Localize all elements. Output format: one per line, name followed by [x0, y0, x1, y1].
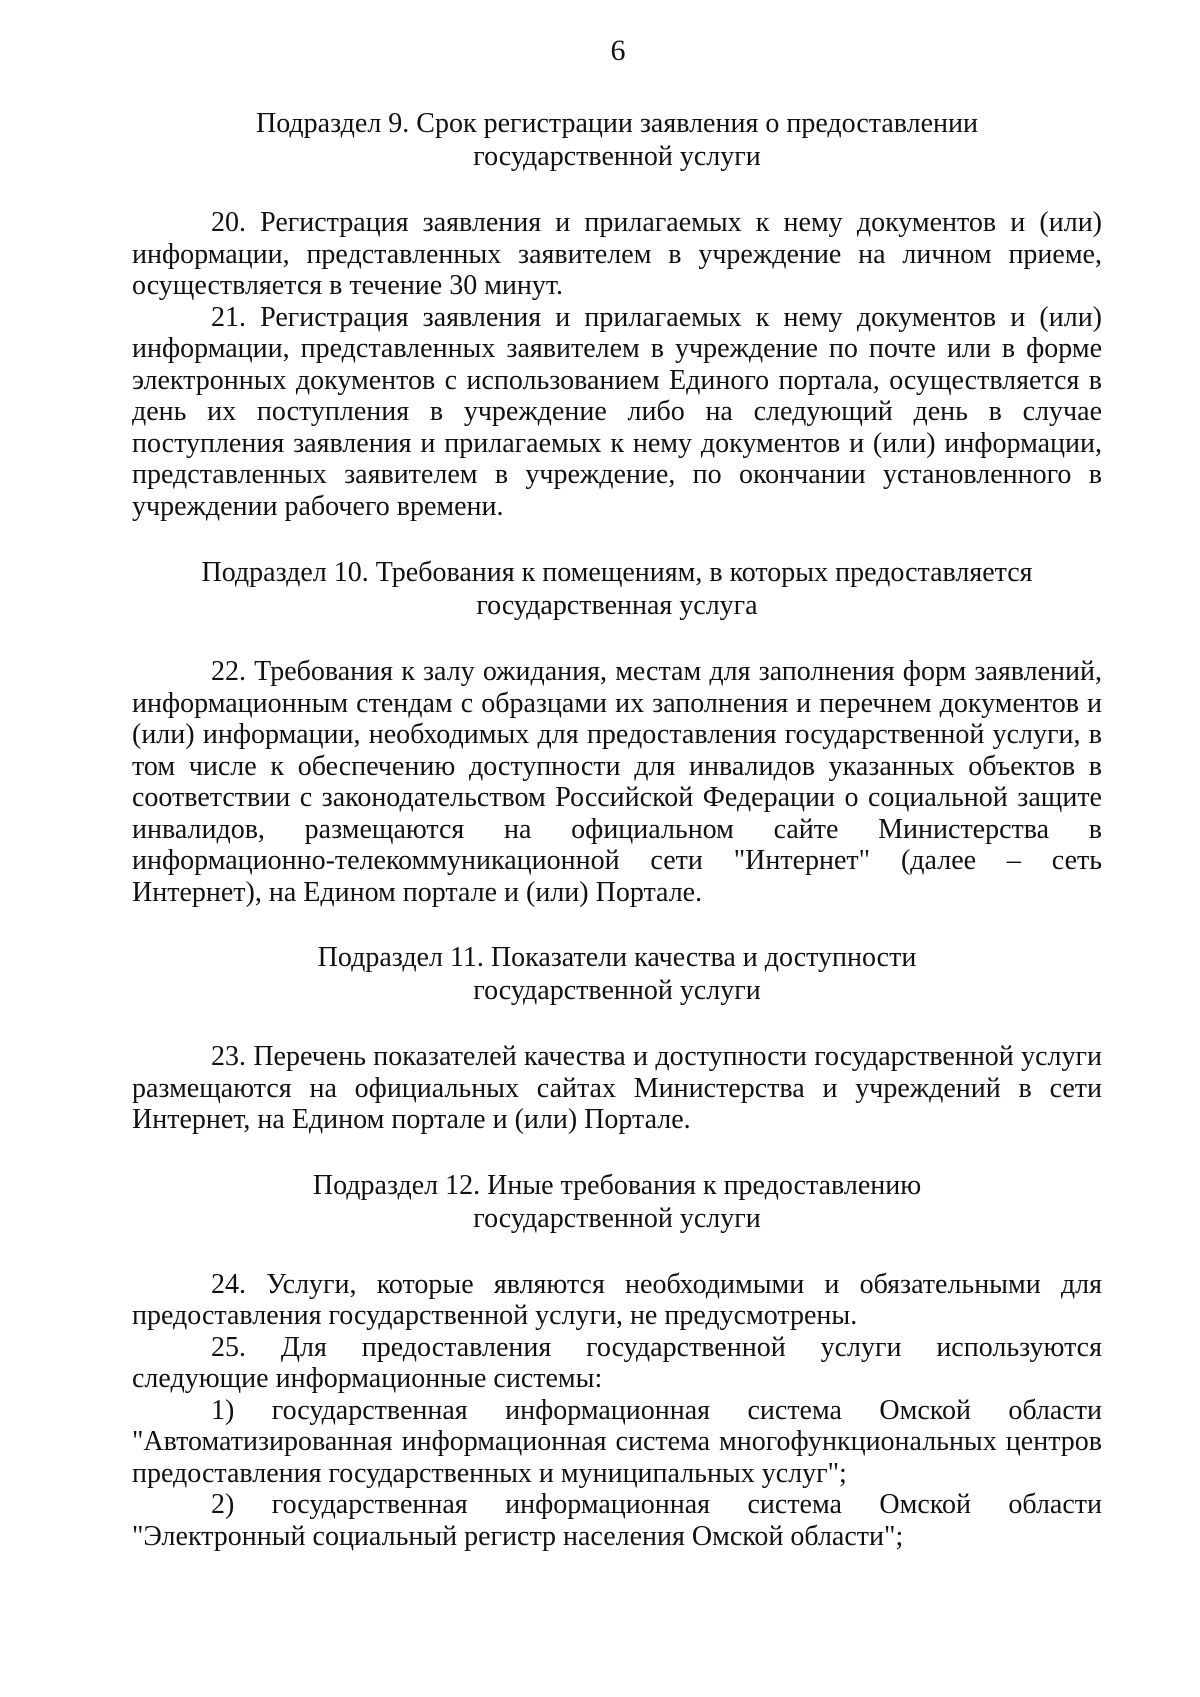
- section-heading-10: [132, 556, 1102, 622]
- paragraph-20: 20. Регистрация заявления и прилагаемых к нему документов и (или) информации, представленных заявителем в учреждение на личном приеме, осуществляется в течение 30 минут.: [132, 207, 1102, 301]
- section-heading-line: Подраздел 12. Иные требования к предоставлению: [312, 1169, 922, 1201]
- section-heading-9: [132, 107, 1102, 173]
- section-heading-line: государственной услуги: [473, 141, 761, 172]
- section-heading-line: государственная услуга: [476, 590, 758, 621]
- page-number: 6: [610, 34, 626, 67]
- document-body: [132, 107, 1102, 1552]
- section-heading-line: Подраздел 10. Требования к помещениям, в которых предоставляется: [201, 557, 1033, 588]
- section-heading-line: Подраздел 9. Срок регистрации заявления о предоставлении: [256, 108, 978, 139]
- section-heading-line: государственной услуги: [473, 975, 761, 1006]
- section-heading-11: [132, 941, 1102, 1007]
- paragraph-24: 24. Услуги, которые являются необходимыми и обязательными для предоставления государственной услуги, не предусмотрены.: [132, 1268, 1102, 1331]
- list-item-2: 2) государственная информационная система Омской области "Электронный социальный регистр населения Омской области";: [132, 1489, 1102, 1552]
- list-item-1: 1) государственная информационная система Омской области "Автоматизированная информационная система многофункциональных центров предоставления государственных и муниципальных услуг";: [132, 1394, 1102, 1489]
- section-heading-line: Подраздел 11. Показатели качества и доступности: [317, 942, 917, 973]
- paragraph-22: 22. Требования к залу ожидания, местам для заполнения форм заявлений, информационным стендам с образцами их заполнения и перечнем документов и (или) информации, необходимых для предоставления государственной услуги, в том числе к обеспечению доступности для инвалидов указанных объектов в соответствии с законодательством Российской Федерации о социальной защите инвалидов, размещаются на официальном сайте Министерства в информационно-телекоммуникационной сети "Интернет" (далее – сеть Интернет), на Едином портале и (или) Портале.: [132, 656, 1102, 908]
- section-heading-12: [132, 1169, 1102, 1235]
- paragraph-23: 23. Перечень показателей качества и доступности государственной услуги размещаются на официальных сайтах Министерства и учреждений в сети Интернет, на Едином портале и (или) Портале.: [132, 1041, 1102, 1135]
- paragraph-21: 21. Регистрация заявления и прилагаемых к нему документов и (или) информации, представленных заявителем в учреждение по почте или в форме электронных документов с использованием Единого портала, осуществляется в день их поступления в учреждение либо на следующий день в случае поступления заявления и прилагаемых к нему документов и (или) информации, представленных заявителем в учреждение, по окончании установленного в учреждении рабочего времени.: [132, 301, 1102, 522]
- paragraph-25: 25. Для предоставления государственной услуги используются следующие информационные системы:: [132, 1331, 1102, 1394]
- section-heading-line: государственной услуги: [473, 1202, 761, 1234]
